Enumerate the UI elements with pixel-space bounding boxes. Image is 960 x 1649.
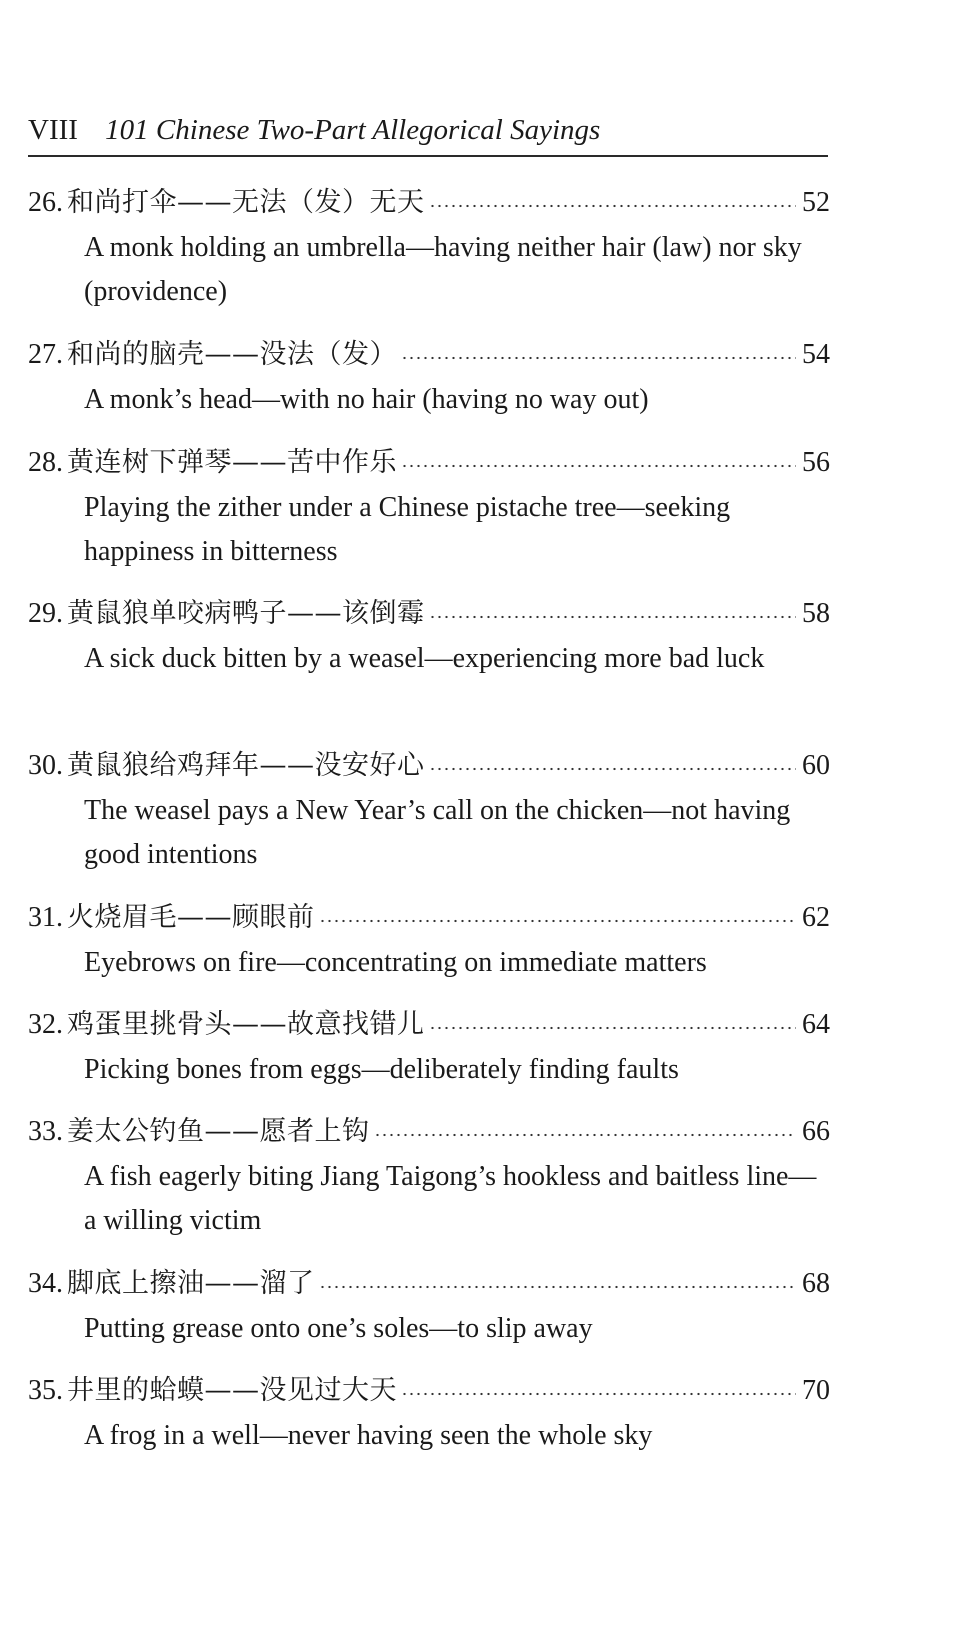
entry-page-number: 68 xyxy=(802,1268,830,1299)
entry-number: 27. xyxy=(28,339,63,370)
entry-chinese: 和尚打伞——无法（发）无天 xyxy=(67,187,425,218)
entry-page-number: 56 xyxy=(802,447,830,478)
dot-leader xyxy=(401,353,796,363)
entry-english: Putting grease onto one’s soles—to slip away xyxy=(84,1313,593,1344)
entry-chinese: 鸡蛋里挑骨头——故意找错儿 xyxy=(67,1009,425,1040)
entry-page-number: 54 xyxy=(802,339,830,370)
contents-entry-30 xyxy=(28,749,830,877)
entry-english: Playing the zither under a Chinese pistache tree—seeking happiness in bitterness xyxy=(84,492,731,567)
entry-chinese: 井里的蛤蟆——没见过大天 xyxy=(67,1375,397,1406)
running-head xyxy=(28,112,600,148)
dot-leader xyxy=(429,612,797,622)
entry-chinese: 火烧眉毛——顾眼前 xyxy=(67,902,315,933)
contents-entry-27 xyxy=(28,338,830,422)
entry-page-number: 66 xyxy=(802,1116,830,1147)
entry-chinese: 黄连树下弹琴——苦中作乐 xyxy=(67,447,397,478)
entry-number: 35. xyxy=(28,1375,63,1406)
entry-english: A monk holding an umbrella—having neither hair (law) nor sky (providence) xyxy=(84,232,802,307)
entry-english: A frog in a well—never having seen the whole sky xyxy=(84,1420,653,1451)
dot-leader xyxy=(374,1130,797,1140)
dot-leader xyxy=(319,1282,797,1292)
contents-entry-28 xyxy=(28,446,830,574)
entry-page-number: 58 xyxy=(802,598,830,629)
entry-number: 30. xyxy=(28,750,63,781)
dot-leader xyxy=(401,1389,796,1399)
dot-leader xyxy=(429,764,797,774)
entry-english: The weasel pays a New Year’s call on the chicken—not having good intentions xyxy=(84,795,791,870)
entry-page-number: 60 xyxy=(802,750,830,781)
entry-english: A monk’s head—with no hair (having no way out) xyxy=(84,384,649,415)
entry-english: A sick duck bitten by a weasel—experiencing more bad luck xyxy=(84,643,765,674)
page-folio: VIII xyxy=(28,114,78,146)
entry-page-number: 64 xyxy=(802,1009,830,1040)
entry-number: 31. xyxy=(28,902,63,933)
entry-chinese: 脚底上擦油——溜了 xyxy=(67,1268,315,1299)
dot-leader xyxy=(319,916,797,926)
dot-leader xyxy=(429,201,797,211)
entry-chinese: 黄鼠狼给鸡拜年——没安好心 xyxy=(67,750,425,781)
contents-entry-35 xyxy=(28,1374,830,1458)
entry-number: 33. xyxy=(28,1116,63,1147)
dot-leader xyxy=(401,461,796,471)
entry-english: A fish eagerly biting Jiang Taigong’s hookless and baitless line—a willing victim xyxy=(84,1161,817,1236)
entry-number: 29. xyxy=(28,598,63,629)
contents-entry-32 xyxy=(28,1008,830,1092)
contents-entry-34 xyxy=(28,1267,830,1351)
entry-number: 32. xyxy=(28,1009,63,1040)
contents-entry-31 xyxy=(28,901,830,985)
entry-chinese: 姜太公钓鱼——愿者上钩 xyxy=(67,1116,370,1147)
contents-entry-33 xyxy=(28,1115,830,1243)
entry-english: Picking bones from eggs—deliberately finding faults xyxy=(84,1054,679,1085)
entry-number: 28. xyxy=(28,447,63,478)
entry-chinese: 和尚的脑壳——没法（发） xyxy=(67,339,397,370)
contents-entry-29 xyxy=(28,597,830,681)
dot-leader xyxy=(429,1023,797,1033)
book-title: 101 Chinese Two-Part Allegorical Sayings xyxy=(105,114,601,146)
entry-page-number: 62 xyxy=(802,902,830,933)
entry-number: 34. xyxy=(28,1268,63,1299)
entry-english: Eyebrows on fire—concentrating on immediate matters xyxy=(84,947,707,978)
contents-entry-26 xyxy=(28,186,830,314)
header-rule xyxy=(28,155,828,157)
entry-page-number: 70 xyxy=(802,1375,830,1406)
entry-chinese: 黄鼠狼单咬病鸭子——该倒霉 xyxy=(67,598,425,629)
entry-number: 26. xyxy=(28,187,63,218)
entry-page-number: 52 xyxy=(802,187,830,218)
